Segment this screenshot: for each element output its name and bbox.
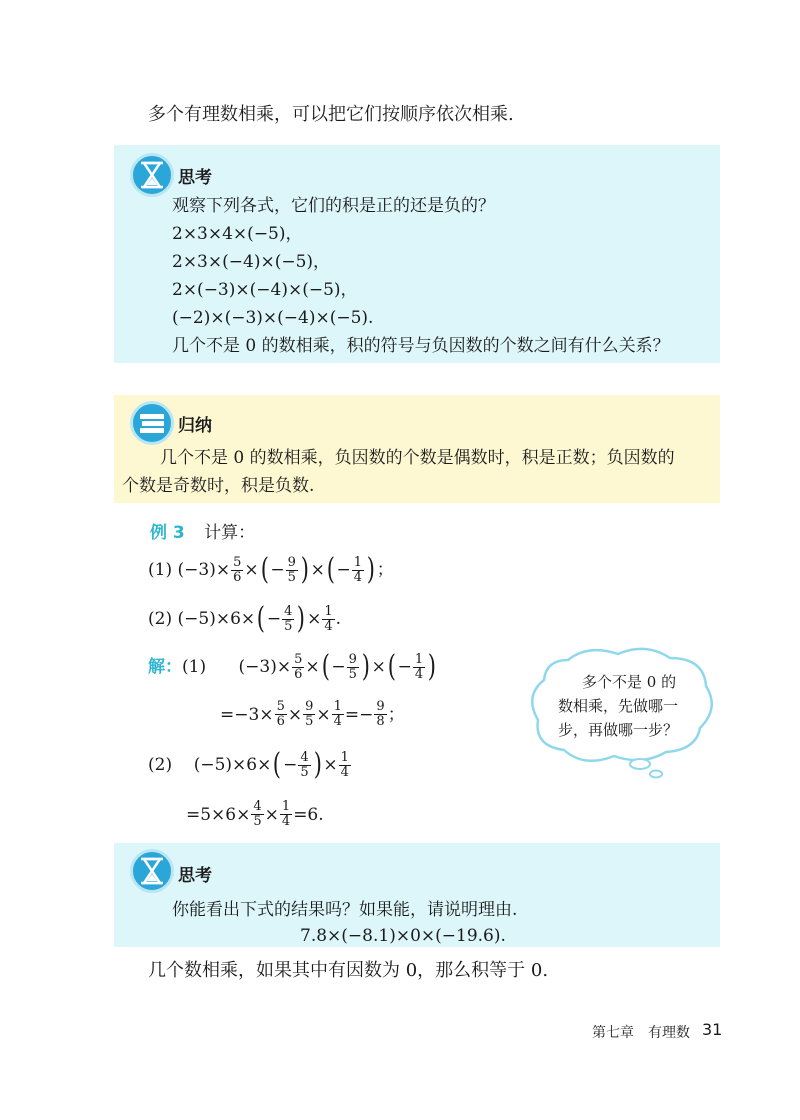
hourglass-icon	[130, 849, 174, 893]
bubble-line-2: 数相乘，先做哪一	[558, 697, 679, 715]
induction-line-1: 几个不是 0 的数相乘，负因数的个数是偶数时，积是正数；负因数的	[160, 448, 675, 468]
books-icon	[130, 401, 174, 445]
think-final-question: 几个不是 0 的数相乘，积的符号与负因数的个数之间有什么关系？	[172, 336, 670, 356]
bubble-line-1: 多个不是 0 的	[582, 673, 677, 691]
think-question: 你能看出下式的结果吗？如果能，请说明理由.	[172, 900, 518, 920]
page-number: 31	[702, 1020, 723, 1039]
think-expression-2: 2×3×(−4)×(−5)，	[172, 252, 331, 272]
hourglass-icon	[130, 153, 174, 197]
conclusion-text: 几个数相乘，如果其中有因数为 0，那么积等于 0.	[148, 960, 549, 981]
solution-1-line-2: =−3× $\frac{5}{6}$ × $\frac{9}{5}$ × $\frac{1}{4}$ =− $\frac{9}{8}$ ；	[220, 699, 405, 729]
question-2: (2) (−5)×6× ( − $\frac{4}{5}$ ) × $\frac{1}{4}$ .	[148, 601, 342, 636]
intro-text: 多个有理数相乘，可以把它们按顺序依次相乘.	[148, 104, 514, 125]
example-heading	[150, 520, 255, 546]
induction-line-2: 个数是奇数时，积是负数.	[122, 476, 315, 496]
bubble-line-3: 步，再做哪一步？	[558, 721, 679, 739]
think-title: 思考	[178, 866, 212, 886]
solution-1-line-1: 解： (1) (−3)× $\frac{5}{6}$ × ( − $\frac{9}{5}$ ) × ( − $\frac{1}{4}$ )	[148, 649, 437, 684]
chapter-label: 第七章 有理数	[592, 1025, 690, 1041]
solution-2-line-2: =5×6× $\frac{4}{5}$ × $\frac{1}{4}$ =6.	[186, 799, 324, 829]
induction-box	[114, 395, 720, 503]
solution-2-line-1: (2) (−5)×6× ( − $\frac{4}{5}$ ) × $\frac{1}{4}$	[148, 747, 349, 782]
think-box-1	[114, 145, 720, 363]
example-instruction: 计算：	[204, 523, 256, 543]
question-1: (1) (−3)× $\frac{5}{6}$ × ( − $\frac{9}{5}$ ) × ( − $\frac{1}{4}$ ) ；	[148, 552, 394, 587]
induction-title: 归纳	[178, 416, 212, 436]
think-expression-3: 2×(−3)×(−4)×(−5)，	[172, 280, 358, 300]
think-box-2	[114, 843, 720, 947]
think-expression: 7.8×(−8.1)×0×(−19.6).	[300, 926, 506, 946]
think-expression-4: (−2)×(−3)×(−4)×(−5).	[172, 308, 374, 328]
example-label: 例 3	[150, 523, 185, 543]
think-title: 思考	[178, 168, 212, 188]
think-question: 观察下列各式，它们的积是正的还是负的？	[172, 196, 495, 216]
think-expression-1: 2×3×4×(−5)，	[172, 224, 303, 244]
